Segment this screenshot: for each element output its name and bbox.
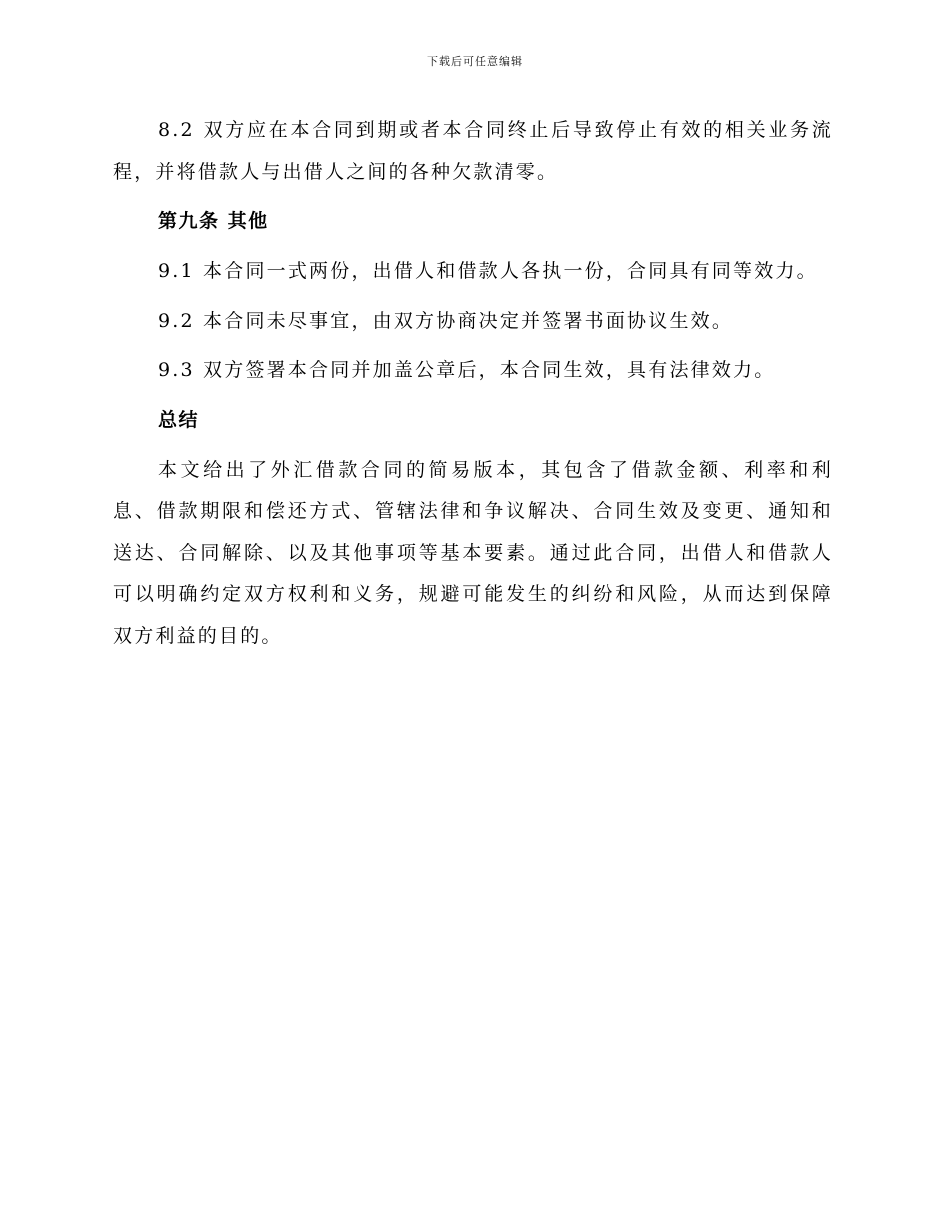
clause-9-2-paragraph: 9.2 本合同未尽事宜，由双方协商决定并签署书面协议生效。 [158,309,734,332]
clause-9-1-paragraph: 9.1 本合同一式两份，出借人和借款人各执一份，合同具有同等效力。 [158,260,818,282]
summary-paragraph: 本文给出了外汇借款合同的简易版本，其包含了借款金额、利率和利息、借款期限和偿还方式、管辖法律和争议解决、合同生效及变更、通知和送达、合同解除、以及其他事项等基本要素。通过此合同，出借人和借款人可以明确约定双方权利和义务，规避可能发生的纠纷和风险，从而达到保障双方利益的目的。 [113,458,833,647]
summary-heading: 总结 [158,408,200,431]
clause-8-2-paragraph: 8.2 双方应在本合同到期或者本合同终止后导致停止有效的相关业务流程，并将借款人与出借人之间的各种欠款清零。 [113,119,833,183]
clause-9-3-paragraph: 9.3 双方签署本合同并加盖公章后，本合同生效，具有法律效力。 [158,359,776,381]
document-body [113,110,833,657]
article-9-heading: 第九条 其他 [158,210,269,232]
page-header: 下载后可任意编辑 [427,55,523,68]
